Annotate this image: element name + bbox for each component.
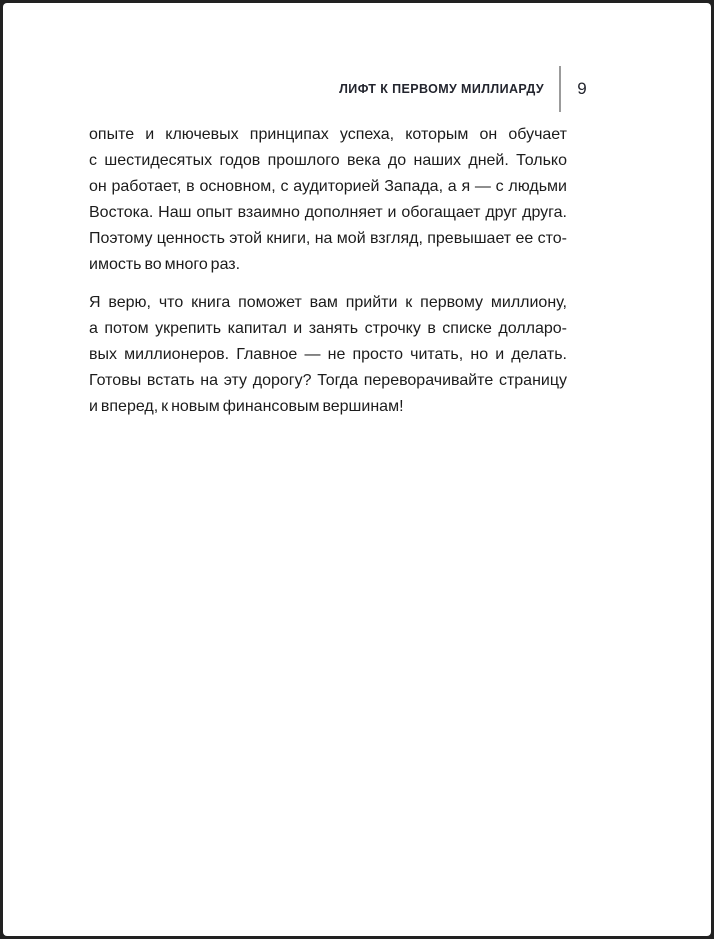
text-line: имость во много раз. <box>89 256 241 273</box>
header-divider <box>559 66 561 112</box>
running-header <box>3 66 588 112</box>
text-line: вых миллионеров. Главное — не просто читать, но и делать. <box>89 346 567 363</box>
text-line: он работает, в основном, с аудиторией Запада, а я — с людьми <box>89 178 567 195</box>
paragraph <box>89 122 567 278</box>
running-title: ЛИФТ К ПЕРВОМУ МИЛЛИАРДУ <box>339 82 544 96</box>
page-body <box>89 122 567 420</box>
text-line: Востока. Наш опыт взаимно дополняет и обогащает друг друга. <box>89 204 567 221</box>
text-line: и вперед, к новым финансовым вершинам! <box>89 398 404 415</box>
text-line: Я верю, что книга поможет вам прийти к первому миллиону, <box>89 294 567 311</box>
text-line: а потом укрепить капитал и занять строчку в списке долларо- <box>89 320 567 337</box>
paragraph <box>89 290 567 420</box>
text-line: опыте и ключевых принципах успеха, которым он обучает <box>89 126 567 143</box>
page-number: 9 <box>577 79 587 98</box>
text-line: с шестидесятых годов прошлого века до наших дней. Только <box>89 152 567 169</box>
text-line: Готовы встать на эту дорогу? Тогда переворачивайте страницу <box>89 372 567 389</box>
text-line: Поэтому ценность этой книги, на мой взгляд, превышает ее сто- <box>89 230 567 247</box>
book-page <box>3 3 711 936</box>
